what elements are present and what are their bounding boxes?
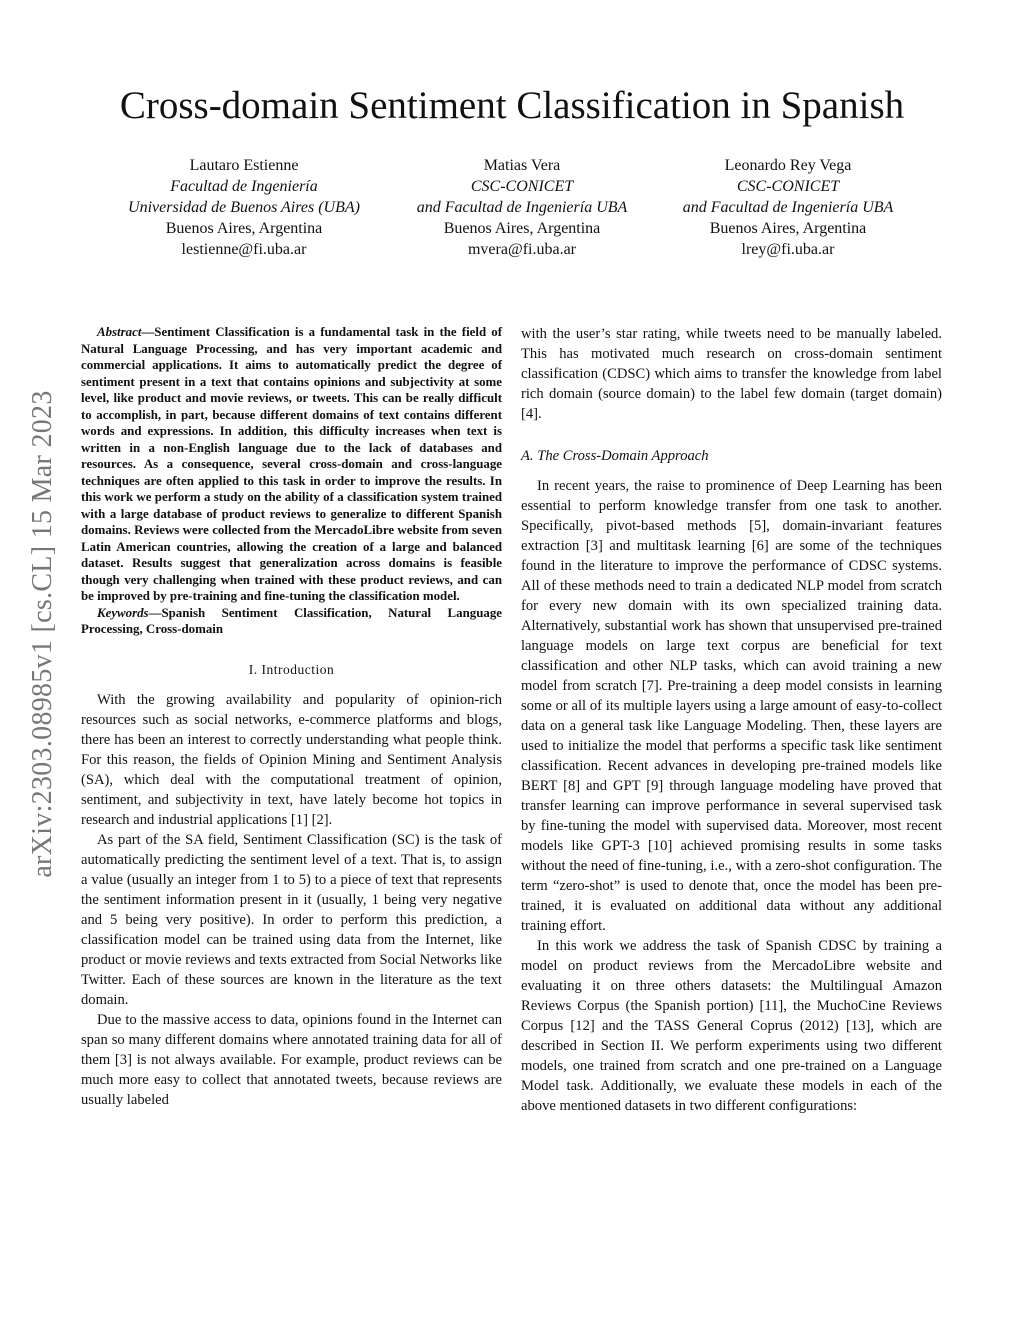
author-affiliation: Facultad de Ingeniería <box>170 178 318 195</box>
author-block-2 <box>372 155 672 260</box>
section-heading-introduction: I. Introduction <box>248 661 335 677</box>
body-paragraph: In recent years, the raise to prominence of Deep Learning has been essential to perform knowledge transfer from one task to another. Specifically, pivot-based methods [5], domain-invariant features extraction [3] and multitask learning [6] are some of the techniques found in the literature to improve the performance of CDSC systems. All of these methods need to train a dedicated NLP model from scratch for every new domain with its own specialized training data. Alternatively, substantial work has shown that unsupervised pre-trained language models on large text corpus are beneficial for text classification and other NLP tasks, which can avoid training a new model from scratch [7]. Pre-training a deep model consists in learning some or all of its multiple layers using a large amount of easy-to-collect data on a general task like Language Modeling. Then, these layers are used to initialize the model that performs a specific task like sentiment classification. Recent advances in developing pre-trained models like BERT [8] and GPT [9] through language modeling have proved that transfer learning can improve performance in several supervised task by fine-tuning the model with supervised data. Moreover, most recent models like GPT-3 [10] achieved promising results in some tasks without the need of fine-tuning, i.e., with a zero-shot configuration. The term “zero-shot” is used to denote that, once the model has been pre-trained, it is evaluated on additional data without any additional training effort. <box>521 478 942 934</box>
subsection-heading: A. The Cross-Domain Approach <box>521 448 709 464</box>
abstract-text: —Sentiment Classification is a fundamental task in the field of Natural Language Processing, and has very important academic and commercial applications. It aims to automatically predict the degree of sentiment present in a text that contains opinions and subjectivity at some level, like product and movie reviews, or tweets. This can be really difficult to accomplish, in part, because different domains of text contains different words and expressions. In addition, this difficulty increases when text is written in a non-English language due to the lack of databases and resources. As a consequence, several cross-domain and cross-language techniques are often applied to this task in order to improve the results. In this work we perform a study on the ability of a classification system trained with a large database of product reviews to generalize to different Spanish domains. Reviews were collected from the MercadoLibre website from seven Latin American countries, allowing the creation of a large and balanced dataset. Results suggest that generalization across domains is feasible though very challenging when trained with these product reviews, and can be improved by pre-training and fine-tuning the classification model. <box>81 325 502 603</box>
author-location: Buenos Aires, Argentina <box>709 220 867 237</box>
body-paragraph: With the growing availability and popularity of opinion-rich resources such as social networks, e-commerce platforms and blogs, there has been an interest to correctly understanding what people think. For this reason, the fields of Opinion Mining and Sentiment Analysis (SA), which deal with the computational treatment of opinion, sentiment, and subjectivity in text, have lately become hot topics in research and industrial applications [1] [2]. <box>81 691 502 828</box>
author-block-1 <box>94 155 394 260</box>
keywords-text: —Spanish Sentiment Classification, Natural Language Processing, Cross-domain <box>81 605 502 636</box>
keywords-label: Keywords <box>97 605 149 620</box>
author-email: mvera@fi.uba.ar <box>467 241 576 258</box>
author-affiliation: CSC-CONICET <box>736 178 840 195</box>
author-name: Matias Vera <box>483 157 561 174</box>
author-affiliation: and Facultad de Ingeniería UBA <box>682 199 894 216</box>
author-name: Leonardo Rey Vega <box>724 157 852 174</box>
abstract-label: Abstract <box>97 325 142 339</box>
author-block-3 <box>638 155 938 260</box>
paper-title: Cross-domain Sentiment Classification in Spanish <box>119 84 905 127</box>
author-email: lrey@fi.uba.ar <box>741 241 835 258</box>
body-paragraph: with the user’s star rating, while tweets need to be manually labeled. This has motivated much research on cross-domain sentiment classification (CDSC) which aims to transfer the knowledge from label rich domain (source domain) to the label few domain (target domain) [4]. <box>521 326 942 422</box>
right-column <box>521 324 942 1116</box>
body-paragraph: In this work we address the task of Spanish CDSC by training a model on product reviews from the MercadoLibre website and evaluating it on three others datasets: the Multilingual Amazon Reviews Corpus (the Spanish portion) [11], the MuchoCine Reviews Corpus [12] and the TASS General Coprus (2012) [13], which are described in Section II. We perform experiments using two different models, one trained from scratch and one pre-trained on a Language Model task. Additionally, we evaluate these models in each of the above mentioned datasets in two different configurations: <box>521 938 942 1114</box>
left-column <box>81 324 502 1110</box>
author-name: Lautaro Estienne <box>189 157 299 174</box>
author-affiliation: and Facultad de Ingeniería UBA <box>416 199 628 216</box>
keywords <box>81 605 502 638</box>
arxiv-identifier: arXiv:2303.08985v1 [cs.CL] 15 Mar 2023 <box>27 390 58 878</box>
body-paragraph: Due to the massive access to data, opinions found in the Internet can span so many different domains where annotated training data for all of them [3] is not always available. For example, product reviews can be much more easy to collect that annotated tweets, because reviews are usually labeled <box>81 1011 502 1108</box>
abstract <box>81 324 502 605</box>
author-location: Buenos Aires, Argentina <box>443 220 601 237</box>
author-email: lestienne@fi.uba.ar <box>181 241 307 258</box>
author-location: Buenos Aires, Argentina <box>165 220 323 237</box>
author-affiliation: CSC-CONICET <box>470 178 574 195</box>
body-paragraph: As part of the SA field, Sentiment Classification (SC) is the task of automatically predicting the sentiment level of a text. That is, to assign a value (usually an integer from 1 to 5) to a piece of text that represents the sentiment information present in it (usually, 1 being very negative and 5 being very positive). In order to perform this prediction, a classification model can be trained using data from the Internet, like product or movie reviews and texts extracted from Social Networks like Twitter. Each of these sources are known in the literature as the text domain. <box>81 831 502 1008</box>
author-affiliation: Universidad de Buenos Aires (UBA) <box>128 199 360 216</box>
